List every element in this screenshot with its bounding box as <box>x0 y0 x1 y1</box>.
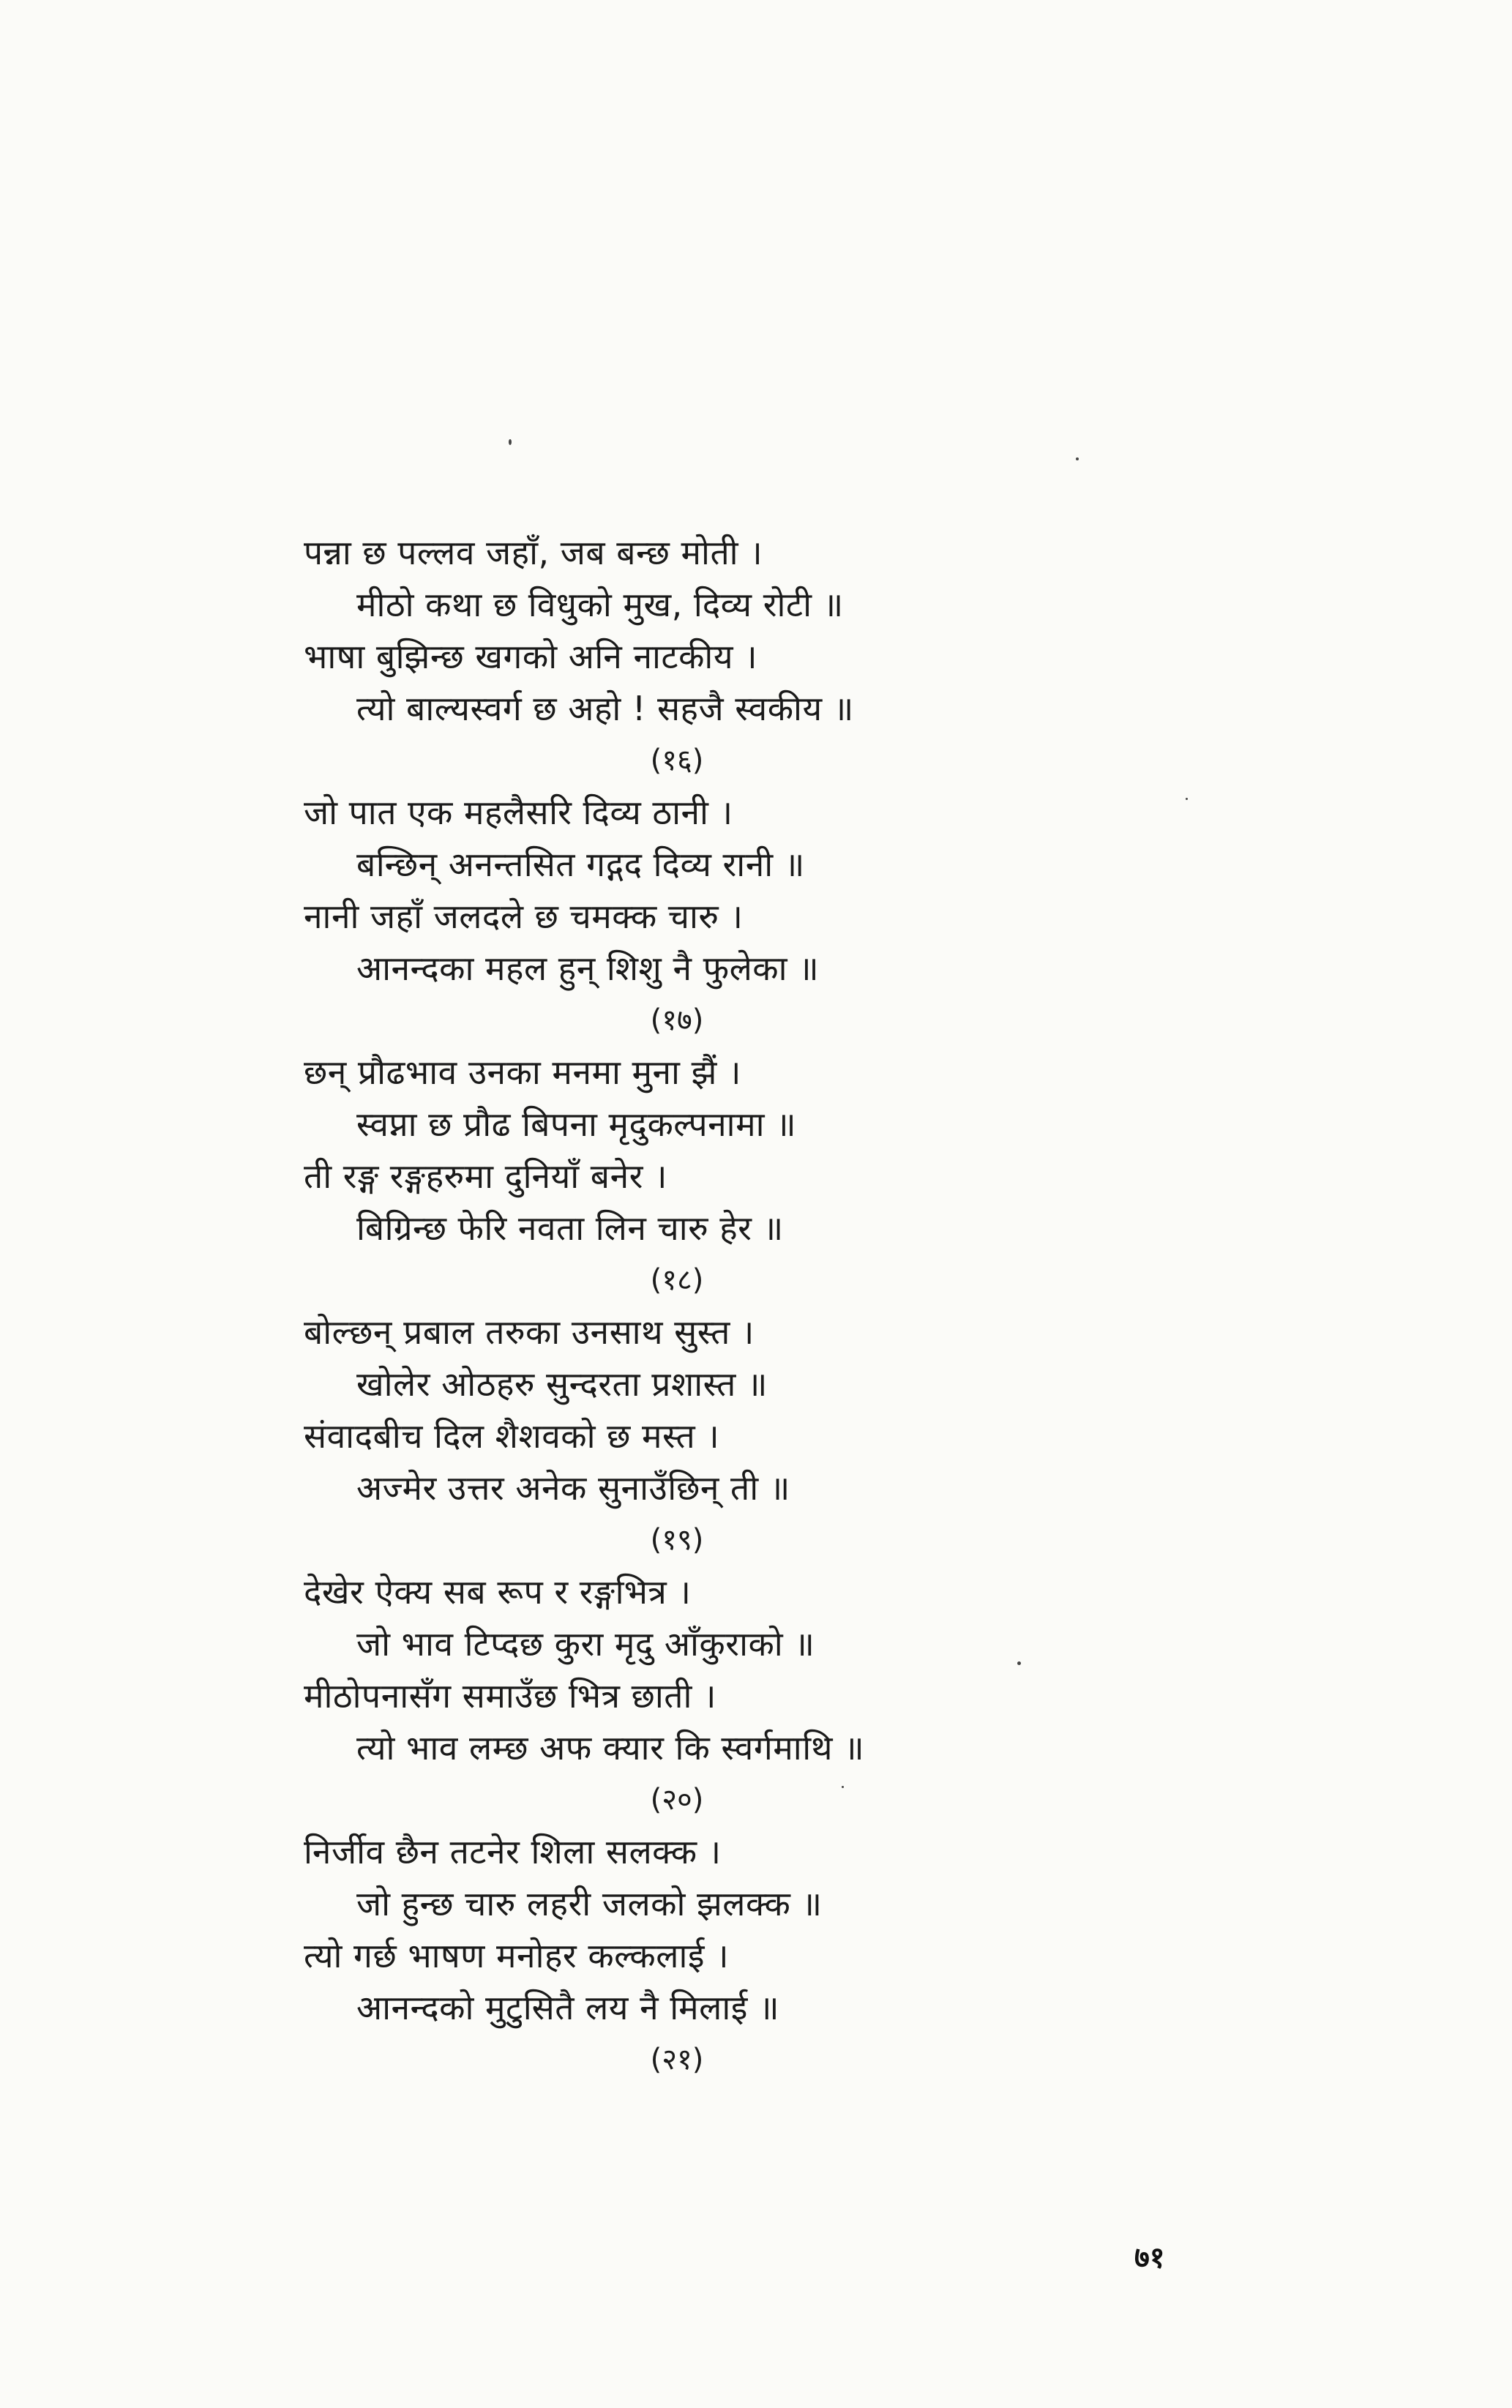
scan-speck <box>842 1786 844 1788</box>
verse-line: बोल्छन् प्रबाल तरुका उनसाथ सुस्त । <box>304 1312 755 1352</box>
stanza-number: (२०) <box>650 1783 704 1817</box>
verse-line: देखेर ऐक्य सब रूप र रङ्गभित्र । <box>304 1572 692 1612</box>
stanza-number: (१६) <box>650 744 704 777</box>
scan-speck <box>509 439 512 445</box>
stanza-19 <box>304 1306 1036 1566</box>
stanza-number: (२१) <box>650 2043 704 2076</box>
verse-line: मीठो कथा छ विधुको मुख, दिव्य रोटी ॥ <box>356 585 844 624</box>
verse-line: जो पात एक महलैसरि दिव्य ठानी । <box>304 793 733 832</box>
scan-speck <box>1076 457 1079 460</box>
verse-line: ती रङ्ग रङ्गहरुमा दुनियाँ बनेर । <box>304 1156 667 1196</box>
verse-line: स्वप्ना छ प्रौढ बिपना मृदुकल्पनामा ॥ <box>356 1104 797 1144</box>
verse-line: त्यो गर्छ भाषण मनोहर कल्कलाई । <box>304 1936 730 1975</box>
verse-line: छन् प्रौढभाव उनका मनमा मुना झैं । <box>304 1052 741 1092</box>
verse-line: भाषा बुझिन्छ खगको अनि नाटकीय । <box>304 637 758 676</box>
verse-line: जो भाव टिप्दछ कुरा मृदु आँकुराको ॥ <box>356 1624 815 1664</box>
verse-line: मीठोपनासँग समाउँछ भित्र छाती । <box>304 1676 716 1716</box>
stanza-16 <box>304 527 1036 787</box>
stanza-21 <box>304 1826 1036 2086</box>
verse-line: निर्जीव छैन तटनेर शिला सलक्क । <box>304 1832 722 1872</box>
page-number: ७१ <box>1134 2241 1165 2275</box>
verse-line: आनन्दको मुटुसितै लय नै मिलाई ॥ <box>356 1988 780 2027</box>
scan-speck <box>1186 798 1188 800</box>
verse-line: पन्ना छ पल्लव जहाँ, जब बन्छ मोती । <box>304 533 763 572</box>
verse-line: बन्छिन् अनन्तसित गद्गद दिव्य रानी ॥ <box>356 845 805 884</box>
verse-line: जो हुन्छ चारु लहरी जलको झलक्क ॥ <box>356 1884 823 1923</box>
verse-line: त्यो भाव लम्छ अफ क्यार कि स्वर्गमाथि ॥ <box>356 1728 865 1768</box>
verse-line: खोलेर ओठहरु सुन्दरता प्रशास्त ॥ <box>356 1364 768 1404</box>
verse-line: त्यो बाल्यस्वर्ग छ अहो ! सहजै स्वकीय ॥ <box>356 689 854 728</box>
scan-speck <box>1017 1661 1021 1665</box>
stanza-20 <box>304 1566 1036 1826</box>
verse-line: नानी जहाँ जलदले छ चमक्क चारु । <box>304 897 744 936</box>
poem <box>304 527 1036 2086</box>
verse-line: बिग्रिन्छ फेरि नवता लिन चारु हेर ॥ <box>356 1208 784 1248</box>
verse-line: संवादबीच दिल शैशवको छ मस्त । <box>304 1416 720 1456</box>
stanza-number: (१९) <box>650 1523 704 1557</box>
verse-line: आनन्दका महल हुन् शिशु नै फुलेका ॥ <box>356 949 820 988</box>
stanza-17 <box>304 787 1036 1047</box>
stanza-18 <box>304 1047 1036 1306</box>
stanza-number: (१८) <box>650 1263 704 1297</box>
stanza-number: (१७) <box>650 1003 704 1037</box>
verse-line: अज्मेर उत्तर अनेक सुनाउँछिन् ती ॥ <box>356 1468 790 1508</box>
